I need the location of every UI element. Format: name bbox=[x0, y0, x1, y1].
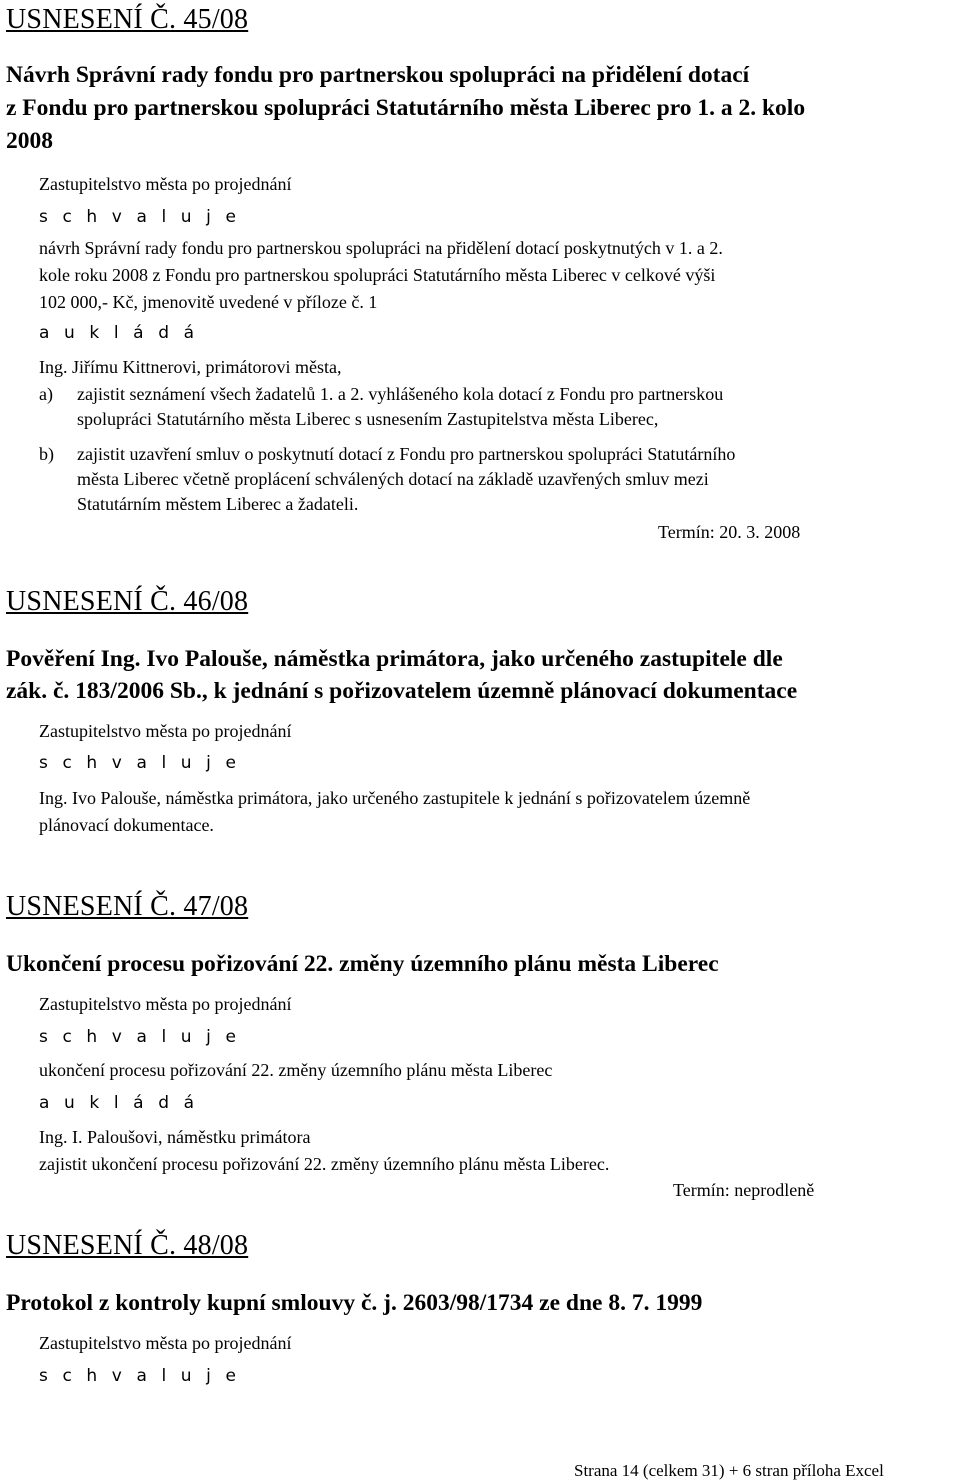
resolution-46-text-line-1: Ing. Ivo Palouše, náměstka primátora, jako určeného zastupitele k jednání s pořizovatelem územně bbox=[39, 788, 751, 808]
resolution-45-text-line-1: návrh Správní rady fondu pro partnerskou spolupráci na přidělení dotací poskytnutých v 1. a 2. bbox=[39, 238, 723, 258]
resolution-45-title-line-3: 2008 bbox=[6, 128, 53, 154]
resolution-47-approves: s c h v a l u j e bbox=[39, 1027, 241, 1047]
resolution-47-task: zajistit ukončení procesu pořizování 22. změny územního plánu města Liberec. bbox=[39, 1154, 610, 1174]
task-item-text: zajistit uzavření smluv o poskytnutí dotací z Fondu pro partnerskou spolupráci Statutárního bbox=[77, 444, 736, 464]
task-item-label: b) bbox=[39, 444, 54, 464]
resolution-45-text-line-3: 102 000,- Kč, jmenovitě uvedené v příloze č. 1 bbox=[39, 292, 378, 312]
task-item-text: města Liberec včetně proplácení schválených dotací na základě uzavřených smluv mezi bbox=[77, 469, 709, 489]
resolution-46-title-line-1: Pověření Ing. Ivo Palouše, náměstka primátora, jako určeného zastupitele dle bbox=[6, 646, 783, 672]
resolution-45-task-list bbox=[39, 382, 735, 517]
resolution-46-number: USNESENÍ Č. 46/08 bbox=[6, 586, 249, 617]
task-item-label: a) bbox=[39, 384, 53, 404]
task-item-b bbox=[39, 442, 735, 517]
resolution-45-title-line-2: z Fondu pro partnerskou spolupráci Statutárního města Liberec pro 1. a 2. kolo bbox=[6, 95, 806, 121]
resolution-45-number: USNESENÍ Č. 45/08 bbox=[6, 4, 249, 35]
resolution-48-number: USNESENÍ Č. 48/08 bbox=[6, 1230, 249, 1261]
resolution-47-addressee: Ing. I. Paloušovi, náměstku primátora bbox=[39, 1127, 311, 1147]
resolution-47-imposes: a u k l á d á bbox=[39, 1093, 199, 1113]
resolution-47-deadline: Termín: neprodleně bbox=[673, 1180, 815, 1200]
resolution-48-council: Zastupitelstvo města po projednání bbox=[39, 1333, 292, 1353]
task-item-a bbox=[39, 382, 735, 432]
resolution-45-council: Zastupitelstvo města po projednání bbox=[39, 174, 292, 194]
resolution-46-text-line-2: plánovací dokumentace. bbox=[39, 815, 214, 835]
resolution-47-title: Ukončení procesu pořizování 22. změny územního plánu města Liberec bbox=[6, 951, 719, 977]
task-item-text: spolupráci Statutárního města Liberec s usnesením Zastupitelstva města Liberec, bbox=[77, 409, 659, 429]
resolution-48-approves: s c h v a l u j e bbox=[39, 1366, 241, 1386]
task-item-text: Statutárním městem Liberec a žadateli. bbox=[77, 494, 359, 514]
resolution-45-deadline: Termín: 20. 3. 2008 bbox=[658, 522, 801, 542]
resolution-45-addressee: Ing. Jiřímu Kittnerovi, primátorovi města, bbox=[39, 357, 342, 377]
resolution-45-text-line-2: kole roku 2008 z Fondu pro partnerskou spolupráci Statutárního města Liberec v celkové výši bbox=[39, 265, 716, 285]
resolution-48-title: Protokol z kontroly kupní smlouvy č. j. 2603/98/1734 ze dne 8. 7. 1999 bbox=[6, 1290, 703, 1316]
page-footer: Strana 14 (celkem 31) + 6 stran příloha Excel bbox=[574, 1461, 884, 1480]
resolution-47-number: USNESENÍ Č. 47/08 bbox=[6, 891, 249, 922]
resolution-47-council: Zastupitelstvo města po projednání bbox=[39, 994, 292, 1014]
resolution-46-approves: s c h v a l u j e bbox=[39, 753, 241, 773]
task-item-text: zajistit seznámení všech žadatelů 1. a 2. vyhlášeného kola dotací z Fondu pro partnerskou bbox=[77, 384, 724, 404]
resolution-45-imposes: a u k l á d á bbox=[39, 323, 199, 343]
resolution-46-title-line-2: zák. č. 183/2006 Sb., k jednání s pořizovatelem územně plánovací dokumentace bbox=[6, 678, 798, 704]
resolution-45-title-line-1: Návrh Správní rady fondu pro partnerskou spolupráci na přidělení dotací bbox=[6, 62, 750, 88]
resolution-46-council: Zastupitelstvo města po projednání bbox=[39, 721, 292, 741]
resolution-47-text: ukončení procesu pořizování 22. změny územního plánu města Liberec bbox=[39, 1060, 553, 1080]
resolution-45-approves: s c h v a l u j e bbox=[39, 207, 241, 227]
